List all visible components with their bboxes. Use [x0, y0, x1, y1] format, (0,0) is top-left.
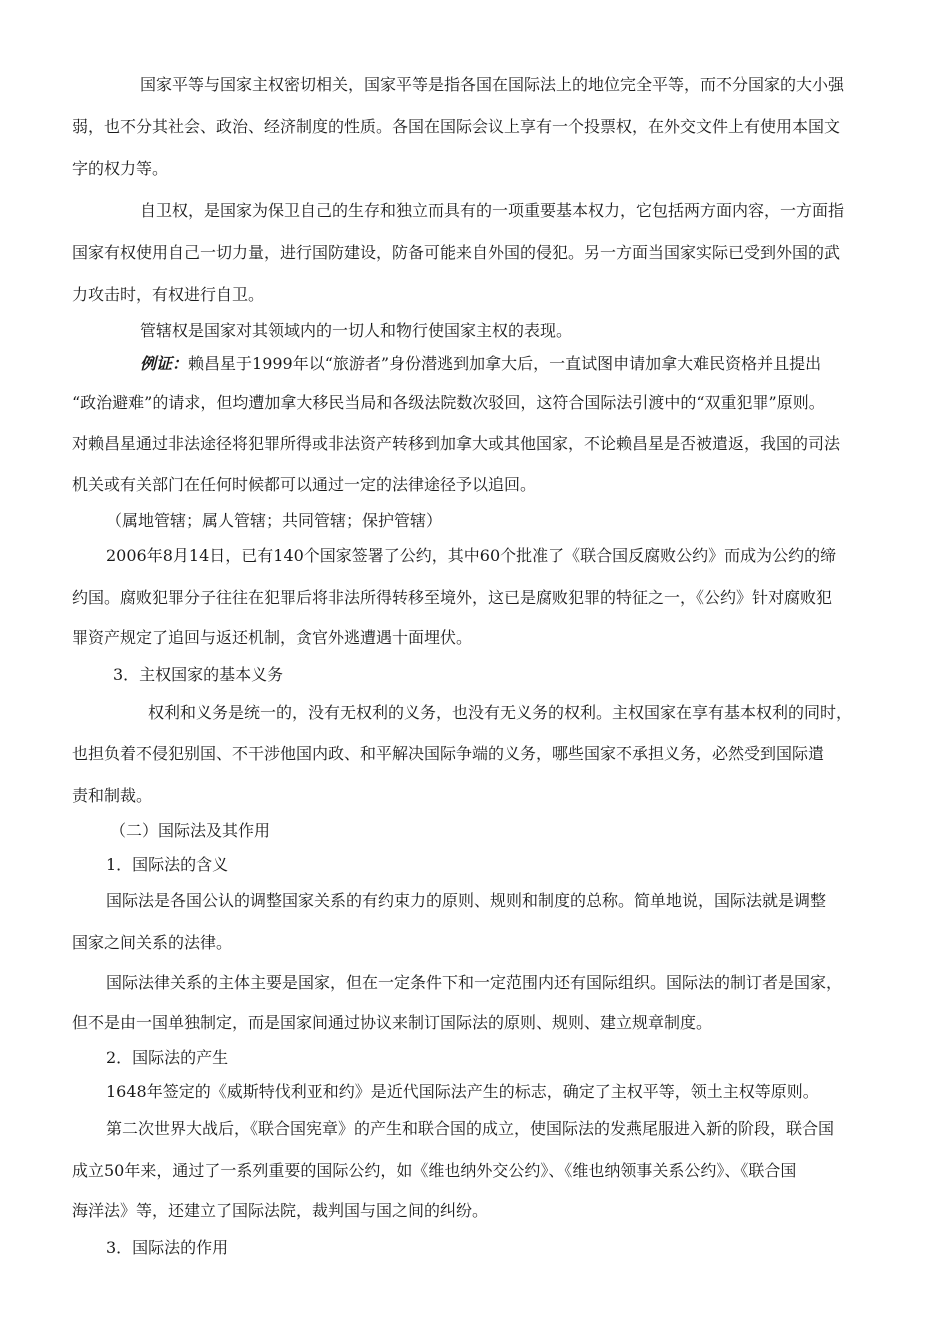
text-line: 第二次世界大战后，《联合国宪章》的产生和联合国的成立，使国际法的发燕尾服进入新的阶段，联合国 — [106, 1119, 835, 1138]
text-line: 成立50年来，通过了一系列重要的国际公约，如《维也纳外交公约》、《维也纳领事关系公约》、《联合国 — [72, 1161, 797, 1180]
text-line: 也担负着不侵犯别国、不干涉他国内政、和平解决国际争端的义务，哪些国家不承担义务，必然受到国际遣 — [72, 744, 825, 763]
text-line: 对赖昌星通过非法途径将犯罪所得或非法资产转移到加拿大或其他国家，不论赖昌星是否被遣返，我国的司法 — [72, 434, 841, 453]
text-line: 国际法律关系的主体主要是国家，但在一定条件下和一定范围内还有国际组织。国际法的制订者是国家， — [106, 973, 843, 992]
text-line: 1648年签定的《威斯特伐利亚和约》是近代国际法产生的标志，确定了主权平等，领土主权等原则。 — [106, 1082, 819, 1101]
example-label: 例证： — [140, 354, 189, 373]
text-line: 权利和义务是统一的，没有无权利的义务，也没有无义务的权利。主权国家在享有基本权利的同时， — [148, 703, 853, 722]
text-line: 责和制裁。 — [72, 786, 153, 805]
text-line: 但不是由一国单独制定，而是国家间通过协议来制订国际法的原则、规则、建立规章制度。 — [72, 1013, 713, 1032]
section-heading: 2．国际法的产生 — [106, 1048, 229, 1067]
text-line: 罪资产规定了追回与返还机制，贪官外逃遭遇十面埋伏。 — [72, 628, 473, 647]
text-line: 管辖权是国家对其领域内的一切人和物行使国家主权的表现。 — [140, 321, 573, 340]
text-line: “政治避难”的请求，但均遭加拿大移民当局和各级法院数次驳回，这符合国际法引渡中的“双重犯罪”原则。 — [72, 393, 825, 412]
text-line — [140, 353, 821, 375]
text-line: （属地管辖；属人管辖；共同管辖；保护管辖） — [106, 511, 443, 530]
text-line: 机关或有关部门在任何时候都可以通过一定的法律途径予以追回。 — [72, 475, 537, 494]
section-heading: 3．国际法的作用 — [106, 1238, 229, 1257]
text-line: 2006年8月14日，已有140个国家签署了公约，其中60个批准了《联合国反腐败公约》而成为公约的缔 — [106, 546, 837, 565]
section-heading: 1．国际法的含义 — [106, 855, 229, 874]
text-line: 力攻击时，有权进行自卫。 — [72, 285, 265, 304]
text-line: 国家平等与国家主权密切相关，国家平等是指各国在国际法上的地位完全平等，而不分国家的大小强 — [140, 75, 845, 94]
example-text: 赖昌星于1999年以“旅游者”身份潜逃到加拿大后，一直试图申请加拿大难民资格并且提出 — [188, 354, 822, 373]
text-line: 字的权力等。 — [72, 159, 169, 178]
section-heading: （二）国际法及其作用 — [110, 821, 271, 840]
text-line: 自卫权，是国家为保卫自己的生存和独立而具有的一项重要基本权力，它包括两方面内容，一方面指 — [140, 201, 845, 220]
text-line: 海洋法》等，还建立了国际法院，裁判国与国之间的纠纷。 — [72, 1201, 489, 1220]
text-line: 国家有权使用自己一切力量，进行国防建设，防备可能来自外国的侵犯。另一方面当国家实际已受到外国的武 — [72, 243, 841, 262]
section-heading: 3．主权国家的基本义务 — [113, 665, 284, 684]
text-line: 国际法是各国公认的调整国家关系的有约束力的原则、规则和制度的总称。简单地说，国际法就是调整 — [106, 891, 827, 910]
text-line: 约国。腐败犯罪分子往往在犯罪后将非法所得转移至境外，这已是腐败犯罪的特征之一，《公约》针对腐败犯 — [72, 588, 833, 607]
text-line: 国家之间关系的法律。 — [72, 933, 233, 952]
text-line: 弱，也不分其社会、政治、经济制度的性质。各国在国际会议上享有一个投票权，在外交文件上有使用本国文 — [72, 117, 841, 136]
